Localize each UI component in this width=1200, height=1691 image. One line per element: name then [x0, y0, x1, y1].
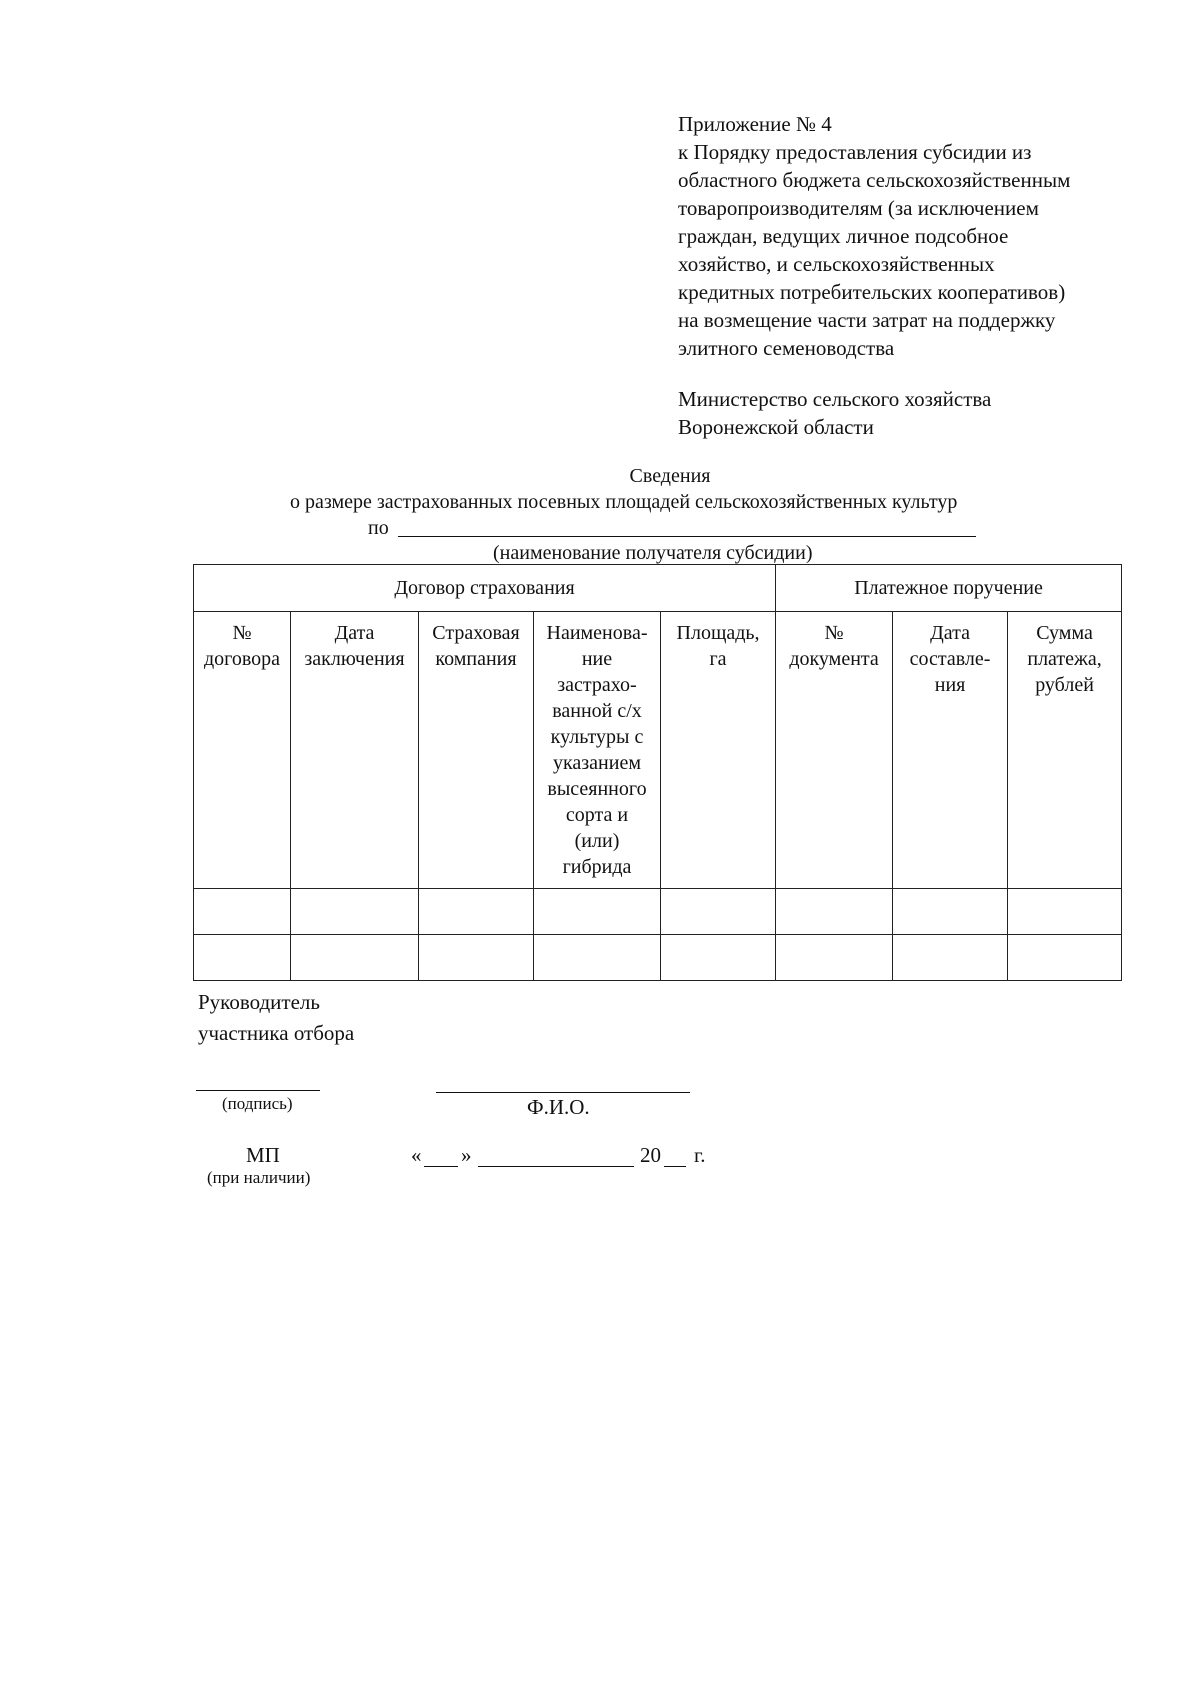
- signature-caption: (подпись): [222, 1094, 293, 1113]
- table-cell[interactable]: [291, 935, 419, 981]
- appendix-line: кредитных потребительских кооперативов): [678, 280, 1066, 304]
- table-cell[interactable]: [419, 889, 534, 935]
- insurance-table: [193, 564, 1122, 981]
- contract-group-header: Договор страхования: [194, 565, 776, 612]
- column-header-contract-number: [194, 612, 291, 889]
- table-cell[interactable]: [419, 935, 534, 981]
- table-cell[interactable]: [893, 889, 1008, 935]
- header-text: ние: [581, 648, 613, 670]
- appendix-line: граждан, ведущих личное подсобное: [678, 224, 1009, 248]
- year-suffix: г.: [694, 1143, 706, 1167]
- table-cell[interactable]: [776, 935, 893, 981]
- header-text: указанием: [552, 752, 641, 774]
- date-close-quote: »: [461, 1143, 472, 1167]
- table-row: [194, 935, 1122, 981]
- column-header-payment-amount: [1008, 612, 1122, 889]
- recipient-caption: (наименование получателя субсидии): [493, 542, 813, 564]
- column-header-insurance-company: [419, 612, 534, 889]
- header-text: Дата: [334, 622, 375, 644]
- recipient-name-field[interactable]: [398, 536, 976, 537]
- column-header-compilation-date: [893, 612, 1008, 889]
- date-year-field[interactable]: [664, 1166, 686, 1167]
- header-text: ванной с/х: [552, 700, 642, 722]
- header-text: Площадь,: [676, 622, 760, 644]
- appendix-line: на возмещение части затрат на поддержку: [678, 308, 1056, 332]
- header-text: Дата: [930, 622, 970, 644]
- head-title: [198, 987, 354, 1049]
- column-header-crop-name: [534, 612, 661, 889]
- fio-caption: Ф.И.О.: [527, 1095, 590, 1119]
- table-cell[interactable]: [776, 889, 893, 935]
- date-open-quote: «: [411, 1143, 422, 1167]
- header-text: договора: [203, 648, 281, 670]
- date-month-field[interactable]: [478, 1166, 634, 1167]
- document-subtitle: о размере застрахованных посевных площадей сельскохозяйственных культур: [290, 491, 958, 513]
- fio-field[interactable]: [436, 1092, 690, 1093]
- header-text: документа: [789, 648, 879, 670]
- stamp-note: (при наличии): [207, 1168, 311, 1187]
- table-cell[interactable]: [893, 935, 1008, 981]
- head-title-line: участника отбора: [198, 1021, 355, 1045]
- head-title-line: Руководитель: [198, 990, 320, 1014]
- column-header-conclusion-date: [291, 612, 419, 889]
- table-cell[interactable]: [661, 889, 776, 935]
- table-cell[interactable]: [534, 889, 661, 935]
- header-text: застрахо-: [557, 674, 637, 696]
- column-header-document-number: [776, 612, 893, 889]
- appendix-line: товаропроизводителям (за исключением: [678, 196, 1039, 220]
- table-cell[interactable]: [194, 935, 291, 981]
- appendix-line: областного бюджета сельскохозяйственным: [678, 168, 1071, 192]
- document-title: Сведения: [629, 465, 711, 487]
- signature-field[interactable]: [196, 1090, 320, 1091]
- po-label: по: [368, 517, 389, 539]
- header-text: культуры с: [550, 726, 644, 748]
- header-text: ния: [934, 674, 966, 696]
- header-text: сорта и: [565, 804, 629, 826]
- table-row: [194, 889, 1122, 935]
- appendix-line: хозяйство, и сельскохозяйственных: [678, 252, 995, 276]
- date-day-field[interactable]: [424, 1166, 458, 1167]
- year-prefix: 20: [640, 1143, 661, 1167]
- column-header-row: [194, 612, 1122, 889]
- appendix-line: Приложение № 4: [678, 112, 832, 136]
- table-cell[interactable]: [534, 935, 661, 981]
- header-text: составле-: [909, 648, 991, 670]
- header-text: заключения: [304, 648, 405, 670]
- header-text: Сумма: [1036, 622, 1093, 644]
- header-text: высеянного: [547, 778, 647, 800]
- appendix-line: элитного семеноводства: [678, 336, 895, 360]
- header-text: Наименова-: [546, 622, 648, 644]
- appendix-note: [678, 110, 1178, 362]
- appendix-line: к Порядку предоставления субсидии из: [678, 140, 1032, 164]
- group-header-row: [194, 565, 1122, 612]
- header-text: Страховая: [432, 622, 520, 644]
- table-cell[interactable]: [291, 889, 419, 935]
- ministry-line: Министерство сельского хозяйства: [678, 387, 992, 411]
- table-cell[interactable]: [194, 889, 291, 935]
- ministry-line: Воронежской области: [678, 415, 874, 439]
- header-text: платежа,: [1027, 648, 1102, 670]
- column-header-area: [661, 612, 776, 889]
- payment-group-header: Платежное поручение: [776, 565, 1122, 612]
- table-cell[interactable]: [1008, 935, 1122, 981]
- header-text: га: [709, 648, 727, 670]
- header-text: рублей: [1035, 674, 1094, 696]
- table-cell[interactable]: [661, 935, 776, 981]
- table-cell[interactable]: [1008, 889, 1122, 935]
- header-text: (или): [574, 830, 620, 852]
- header-text: №: [824, 622, 844, 644]
- header-text: компания: [435, 648, 517, 670]
- ministry-block: [678, 385, 991, 441]
- header-text: гибрида: [562, 856, 632, 878]
- header-text: №: [232, 622, 252, 644]
- stamp-label: МП: [246, 1143, 280, 1167]
